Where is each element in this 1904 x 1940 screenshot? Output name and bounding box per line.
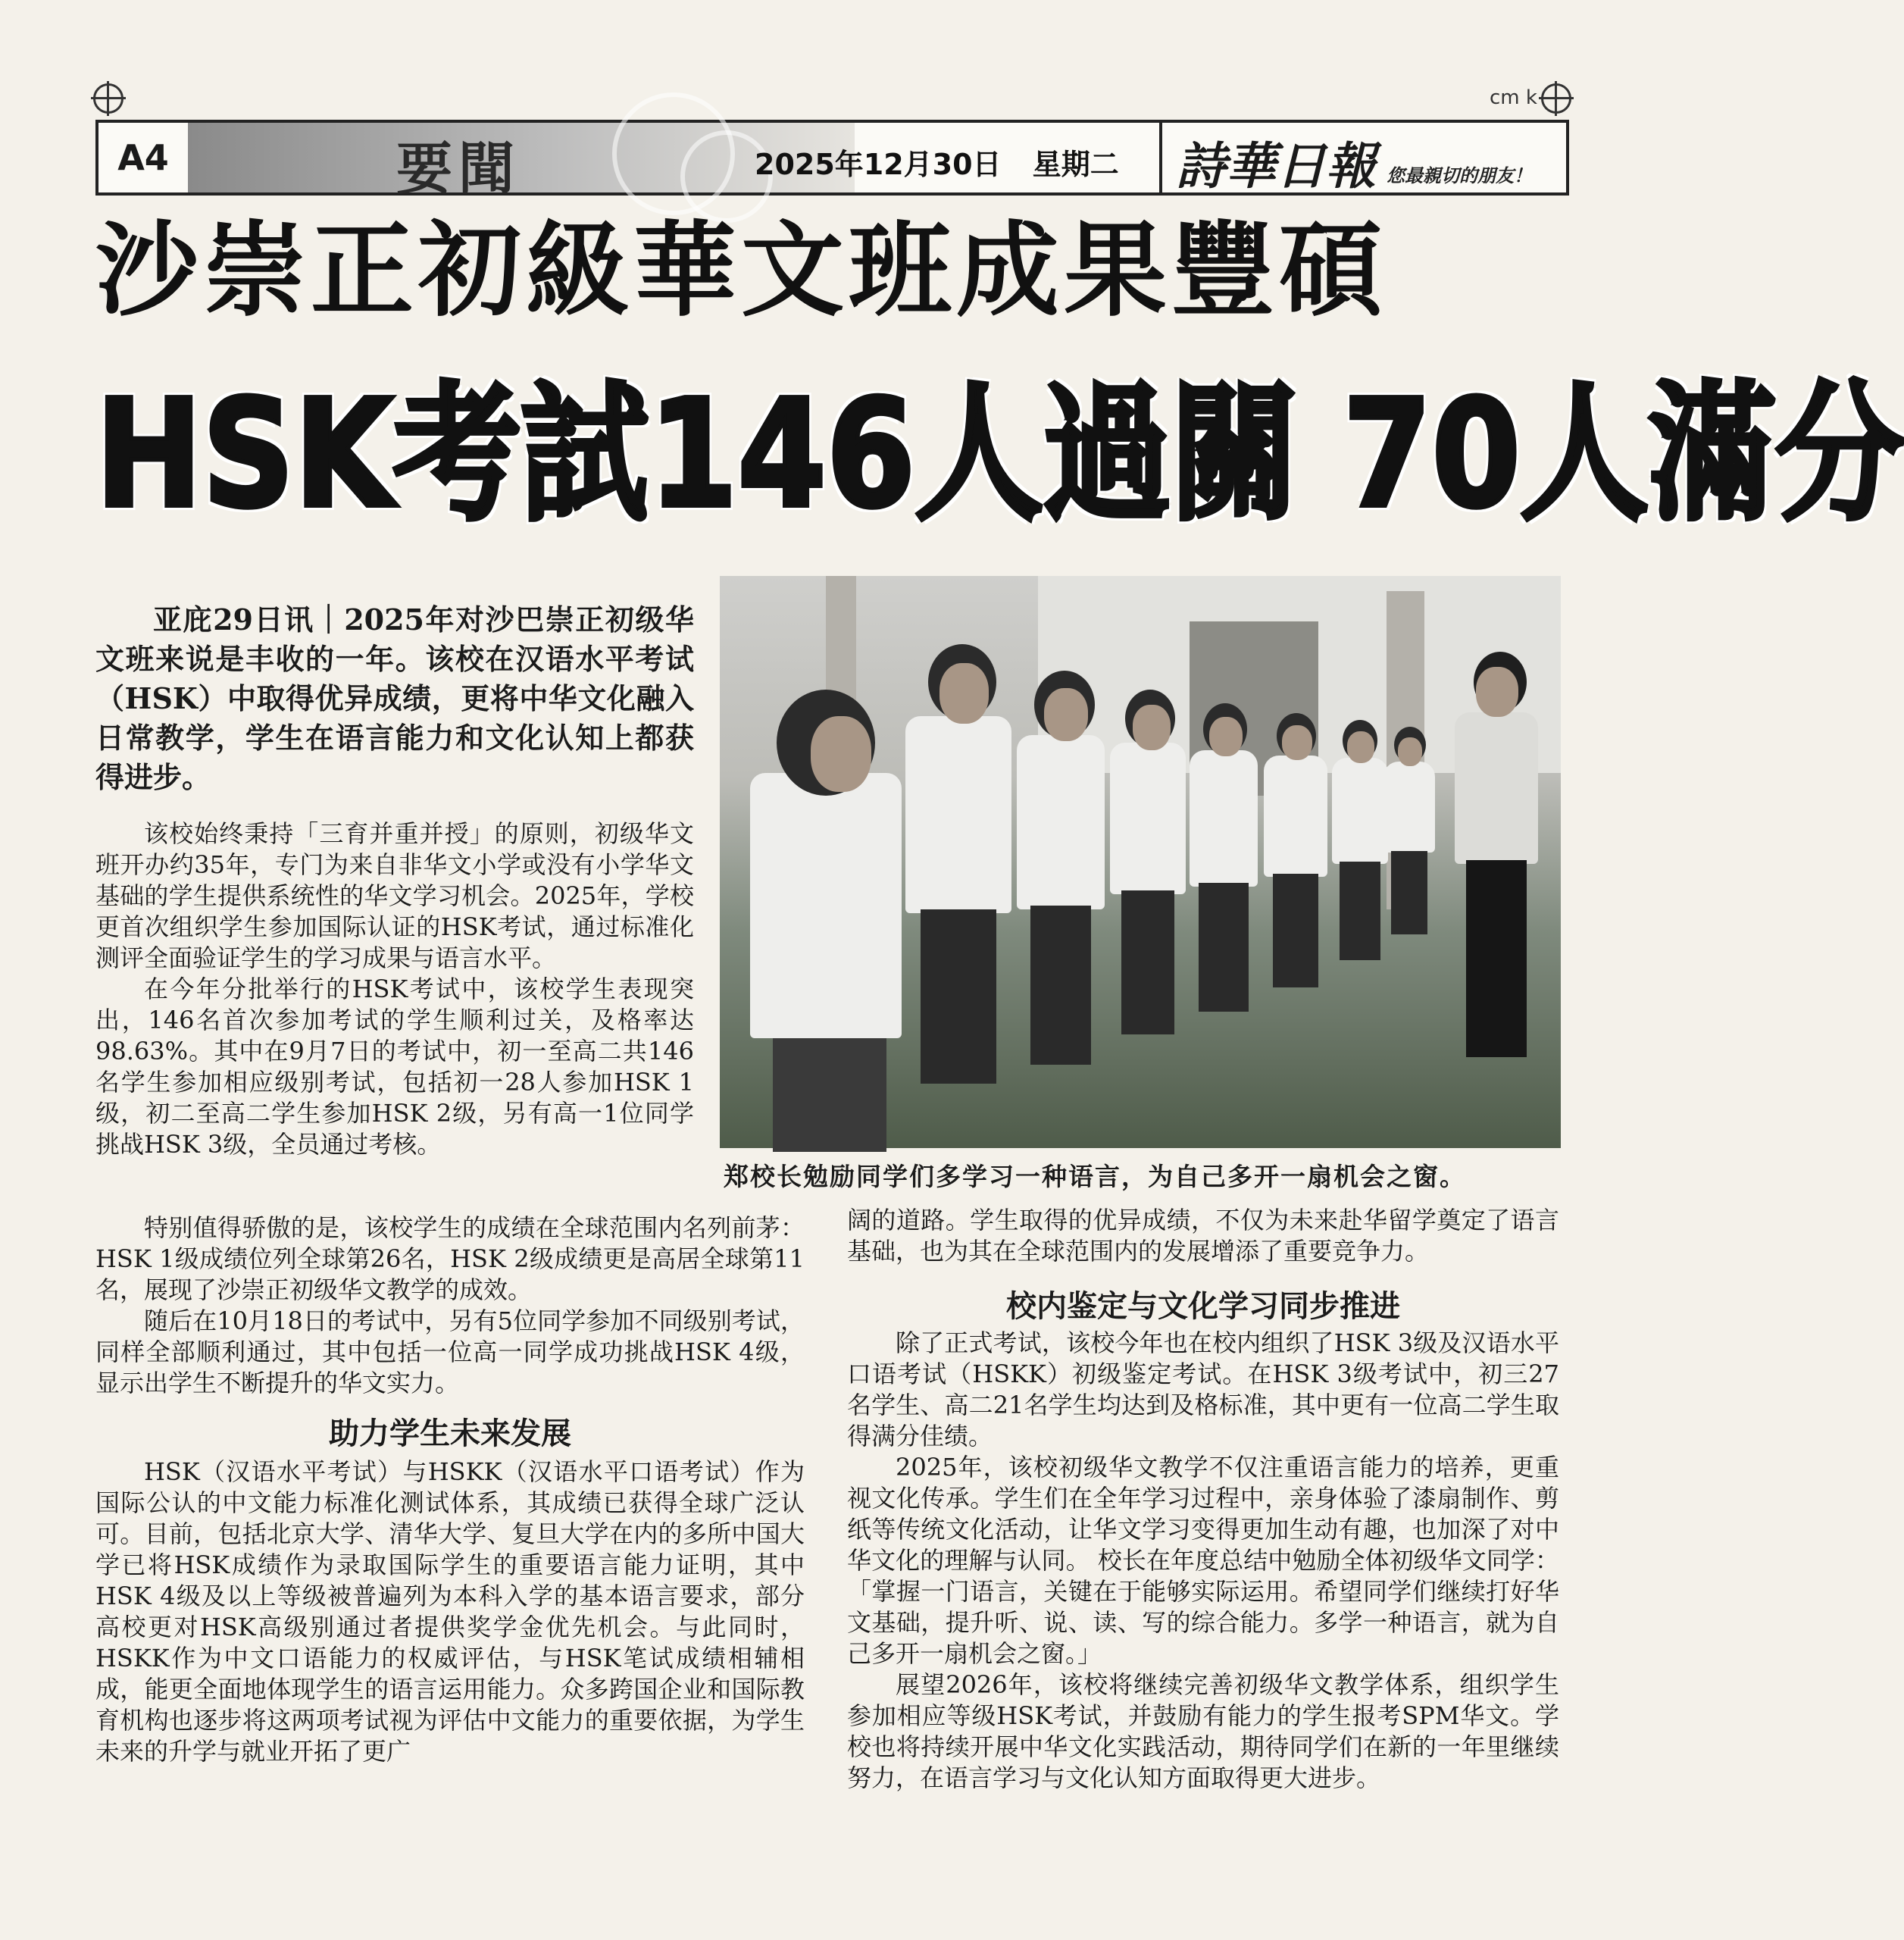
photo-student [894,629,1023,1084]
article-column-right-lower [847,1328,1559,1794]
paragraph: 特别值得骄傲的是，该校学生的成绩在全球范围内名列前茅：HSK 1级成绩位列全球第26名，HSK 2级成绩更是高居全球第11名，展现了沙崇正初级华文教学的成效。 [95,1213,805,1304]
photo-student [1258,709,1333,1004]
article-column-left [95,818,694,1160]
masthead-divider [1159,123,1162,192]
print-mark: cm k [1490,86,1537,109]
publication-date: 2025年12月30日 星期二 [755,148,1119,181]
registration-mark-right-icon [1541,83,1571,114]
paragraph: HSK（汉语水平考试）与HSKK（汉语水平口语考试）作为国际公认的中文能力标准化测试体系，其成绩已获得全球广泛认可。目前，包括北京大学、清华大学、复旦大学在内的多所中国大学已将HSK成绩作为录取国际学生的重要语言能力证明，其中HSK 4级及以上等级被普遍列为本科入学的基本语言要求，部分高校更对HSK高级别通过者提供奖学金优先机会。与此同时，HSKK作为中文口语能力的权威评估，与HSK笔试成绩相辅相成，能更全面地体现学生的语言运用能力。众多跨国企业和国际教育机构也逐步将这两项考试视为评估中文能力的重要依据，为学生未来的升学与就业开拓了更广 [95,1457,805,1766]
registration-mark-left-icon [93,83,123,114]
paragraph: 除了正式考试，该校今年也在校内组织了HSK 3级及汉语水平口语考试（HSKK）初级鉴定考试。在HSK 3级考试中，初三27名学生、高二21名学生均达到及格标准，其中更有一位高二学生取得满分佳绩。 [847,1328,1559,1450]
subheading-future: 助力学生未来发展 [329,1416,571,1451]
newspaper-name: 詩華日報 [1176,136,1376,196]
newspaper-tagline: 您最親切的朋友！ [1387,164,1532,186]
article-column-left-bottom [95,1457,805,1767]
photo-principal [1447,637,1546,1061]
photo-student [1379,724,1440,959]
photo-student [1008,659,1114,1069]
page-number: A4 [98,123,191,192]
subheading-culture: 校内鉴定与文化学习同步推进 [1006,1289,1400,1324]
paragraph: 在今年分批举行的HSK考试中，该校学生表现突出，146名首次参加考试的学生顺利过关，及格率达98.63%。其中在9月7日的考试中，初一至高二共146名学生参加相应级别考试，包括初一28人参加HSK 1级，初二至高二学生参加HSK 2级，另有高一1位同学挑战HSK 3级，全员通过考核。 [95,975,694,1159]
paragraph: 该校始终秉持「三育并重并授」的原则，初级华文班开办约35年，专门为来自非华文小学或没有小学华文基础的学生提供系统性的华文学习机会。2025年，学校更首次组织学生参加国际认证的HSK考试，通过标准化测评全面验证学生的学习成果与语言水平。 [95,819,694,972]
photo-caption: 郑校长勉励同学们多学习一种语言，为自己多开一扇机会之窗。 [724,1162,1466,1191]
photo-student [1102,682,1193,1038]
article-column-left-lower [95,1212,805,1399]
photo-students-lineup-icon [720,576,1561,1148]
paragraph-continued: 阔的道路。学生取得的优异成绩，不仅为未来赴华留学奠定了语言基础，也为其在全球范围内的发展增添了重要竞争力。 [847,1206,1559,1266]
photo-student [735,644,917,1148]
paragraph: 2025年，该校初级华文教学不仅注重语言能力的培养，更重视文化传承。学生们在全年学习过程中，亲身体验了漆扇制作、剪纸等传统文化活动，让华文学习变得更加生动有趣，也加深了对中华文化的理解与认同。 校长在年度总结中勉励全体初级华文同学：「掌握一门语言，关键在于能够实际运用。希望同学们继续打好华文基础，提升听、说、读、写的综合能力。多学一种语言，就为自己多开一扇机会之窗。」 [847,1453,1559,1668]
headline-sub: HSK考試146人過關 70人滿分 [95,368,1904,541]
article-column-right [847,1205,1559,1267]
paragraph: 随后在10月18日的考试中，另有5位同学参加不同级别考试，同样全部顺利通过，其中包括一位高一同学成功挑战HSK 4级，显示出学生不断提升的华文实力。 [95,1306,805,1397]
headline-main: 沙崇正初級華文班成果豐碩 [95,211,1387,331]
section-title: 要聞 [396,136,521,202]
article-lead [95,600,694,797]
masthead [95,120,1569,202]
lead-paragraph: 亚庇29日讯｜2025年对沙巴崇正初级华文班来说是丰收的一年。该校在汉语水平考试（HSK）中取得优异成绩，更将中华文化融入日常教学，学生在语言能力和文化认知上都获得进步。 [95,602,694,794]
photo-student [1182,697,1265,1023]
paragraph: 展望2026年，该校将继续完善初级华文教学体系，组织学生参加相应等级HSK考试，并鼓励有能力的学生报考SPM华文。学校也将持续开展中华文化实践活动，期待同学们在新的一年里继续努力，在语言学习与文化认知方面取得更大进步。 [847,1670,1559,1792]
